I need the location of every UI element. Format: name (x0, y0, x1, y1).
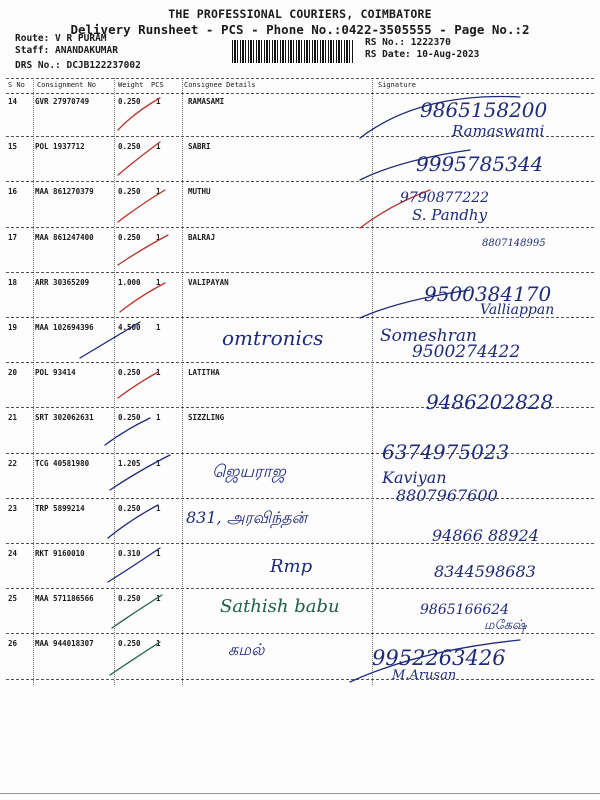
rs-number: RS No.: 1222370 (365, 37, 451, 48)
row-sno: 19 (8, 323, 18, 332)
signature-name: Valliappan (480, 302, 555, 318)
consignee-handwritten: Rmp (270, 556, 313, 577)
row-consignee: RAMASAMI (188, 97, 225, 106)
signature-phone: 8807148995 (482, 238, 546, 249)
row-consignee: SABRI (188, 142, 211, 152)
row-sno: 23 (8, 503, 18, 513)
row-weight: 0.250 (118, 639, 141, 649)
row-sno: 17 (8, 232, 18, 242)
signature-phone: 9865158200 (420, 98, 548, 122)
barcode (232, 40, 354, 63)
row-sno: 16 (8, 187, 18, 197)
row-weight: 1.000 (118, 277, 141, 287)
table-row (6, 182, 594, 227)
row-sno: 25 (8, 594, 18, 604)
row-weight: 0.250 (118, 187, 141, 197)
row-consignee: SIZZLING (188, 413, 225, 423)
runsheet-title: Delivery Runsheet - PCS - Phone No.:0422-3505555 - Page No.:2 (70, 22, 530, 37)
signature-phone: 9500384170 (424, 282, 552, 306)
row-pcs: 1 (156, 97, 161, 106)
row-consignment-no: MAA 102694396 (35, 323, 94, 332)
row-pcs: 1 (156, 368, 161, 378)
consignee-handwritten: omtronics (222, 326, 324, 350)
signature-phone: 9500274422 (412, 342, 521, 362)
signature-name: S. Pandhy (412, 206, 488, 224)
staff-label: Staff: ANANDAKUMAR (15, 45, 118, 56)
table-row (6, 228, 594, 273)
row-consignee: LATITHA (188, 368, 220, 378)
drs-number: DRS No.: DCJB122237002 (15, 60, 141, 71)
row-weight: 0.250 (118, 97, 141, 106)
row-consignment-no: RKT 9160010 (35, 549, 85, 558)
consignee-handwritten: கமல் (228, 640, 265, 659)
row-weight: 0.250 (118, 413, 141, 423)
company-name: THE PROFESSIONAL COURIERS, COIMBATORE (168, 7, 432, 21)
row-pcs: 1 (156, 142, 161, 152)
row-pcs: 1 (156, 277, 161, 287)
row-pcs: 1 (156, 639, 161, 649)
signature-name: Ramaswami (452, 122, 545, 140)
row-consignment-no: POL 1937712 (35, 142, 85, 152)
row-sno: 15 (8, 142, 18, 152)
consignee-handwritten: 831, அரவிந்தன் (186, 508, 308, 527)
row-weight: 0.250 (118, 368, 141, 378)
row-pcs: 1 (156, 187, 161, 197)
col-sno: S No (8, 81, 25, 89)
row-consignment-no: ARR 30365209 (35, 277, 90, 287)
signature-phone: 9486202828 (426, 390, 554, 414)
col-consignment: Consignment No (37, 81, 97, 89)
row-consignment-no: SRT 302062631 (35, 413, 94, 423)
signature-phone: 6374975023 (382, 440, 510, 464)
row-consignee: VALIPAYAN (188, 277, 229, 287)
row-sno: 22 (8, 458, 18, 468)
row-consignment-no: TRP 5899214 (35, 503, 85, 513)
row-sno: 21 (8, 413, 18, 423)
page-bottom-edge (0, 793, 600, 794)
row-consignment-no: MAA 861270379 (35, 187, 94, 197)
row-consignment-no: TCG 40581980 (35, 458, 90, 468)
row-pcs: 1 (156, 323, 161, 332)
row-consignee: BALRAJ (188, 232, 216, 242)
signature-name: M.Arusan (392, 668, 457, 683)
signature-phone: 9995785344 (416, 152, 544, 176)
row-sno: 14 (8, 97, 18, 106)
signature-name: Kaviyan (382, 468, 447, 487)
row-weight: 0.250 (118, 503, 141, 513)
col-pcs: PCS (151, 81, 164, 89)
row-sno: 26 (8, 639, 18, 649)
row-pcs: 1 (156, 413, 161, 423)
row-pcs: 1 (156, 503, 161, 513)
row-sno: 18 (8, 277, 18, 287)
col-consignee: Consignee Details (184, 81, 256, 89)
signature-phone: 9865166624 (420, 602, 510, 618)
consignee-handwritten: ஜெயராஜ (212, 462, 286, 482)
row-pcs: 1 (156, 232, 161, 242)
row-consignment-no: GVR 27970749 (35, 97, 90, 106)
row-consignment-no: MAA 861247400 (35, 232, 94, 242)
signature-phone: 8807967600 (396, 486, 498, 505)
signature-phone: 94866 88924 (432, 526, 539, 545)
row-pcs: 1 (156, 458, 161, 468)
row-weight: 1.205 (118, 458, 141, 468)
signature-phone: 8344598683 (434, 562, 536, 581)
route-label: Route: V R PURAM (15, 33, 107, 44)
row-sno: 20 (8, 368, 18, 378)
row-consignment-no: POL 93414 (35, 368, 76, 378)
row-consignment-no: MAA 944018307 (35, 639, 94, 649)
col-signature: Signature (378, 81, 416, 89)
signature-name: மகேஷ் (484, 618, 527, 633)
row-consignee: MUTHU (188, 187, 211, 197)
row-sno: 24 (8, 549, 18, 558)
table-row (6, 634, 594, 679)
consignee-handwritten: Sathish babu (220, 596, 340, 617)
row-weight: 0.250 (118, 594, 141, 604)
row-weight: 0.250 (118, 142, 141, 152)
row-pcs: 1 (156, 549, 161, 558)
row-consignment-no: MAA 571186566 (35, 594, 94, 604)
signature-name: Someshran (380, 326, 477, 346)
row-pcs: 1 (156, 594, 161, 604)
row-weight: 4.500 (118, 323, 141, 332)
signature-phone: 9952263426 (372, 646, 506, 670)
rs-date: RS Date: 10-Aug-2023 (365, 49, 480, 60)
signature-phone: 9790877222 (400, 190, 490, 206)
col-weight: Weight (118, 81, 144, 89)
row-weight: 0.250 (118, 232, 141, 242)
row-weight: 0.310 (118, 549, 141, 558)
